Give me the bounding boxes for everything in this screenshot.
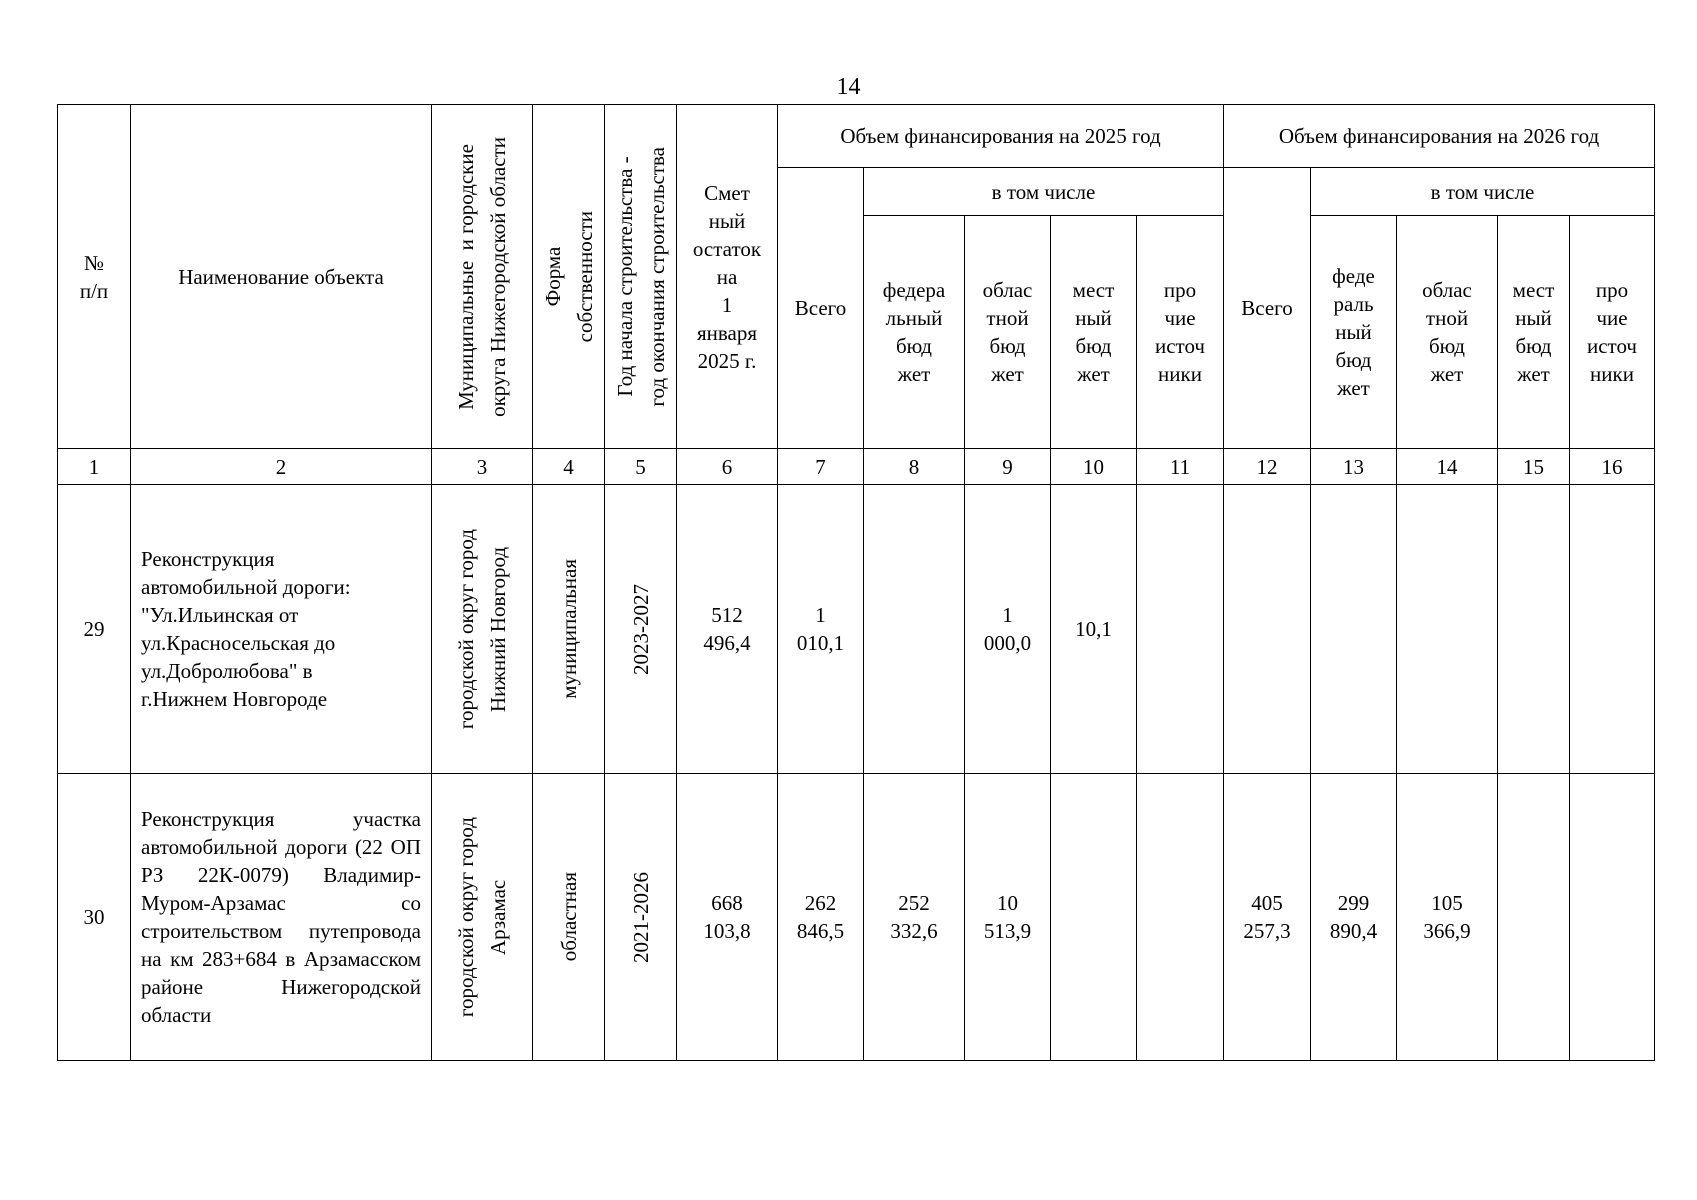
column-number: 6: [677, 449, 778, 485]
header-years: Год начала строительства - год окончания строительства: [605, 105, 677, 449]
column-number-row: [58, 449, 1655, 485]
row-object-name: Реконструкция автомобильной дороги: "Ул.Ильинская от ул.Красносельская до ул.Добролюбова" в г.Нижнем Новгороде: [131, 485, 432, 774]
header-local-2025: мест ный бюд жет: [1051, 216, 1137, 449]
header-total-2026: Всего: [1224, 168, 1311, 449]
column-number: 13: [1311, 449, 1397, 485]
header-total-2025: Всего: [778, 168, 864, 449]
column-number: 16: [1570, 449, 1655, 485]
row-federal-2025: 252 332,6: [864, 774, 965, 1061]
header-other-2025: про чие источ ники: [1137, 216, 1224, 449]
column-number: 5: [605, 449, 677, 485]
row-regional-2025: 1 000,0: [965, 485, 1051, 774]
header-regional-2026: облас тной бюд жет: [1397, 216, 1498, 449]
row-total-2026: [1224, 485, 1311, 774]
row-municipality: городской округ город Арзамас: [432, 774, 533, 1061]
row-years: 2023-2027: [605, 485, 677, 774]
row-municipality: городской округ город Нижний Новгород: [432, 485, 533, 774]
row-total-2025: 262 846,5: [778, 774, 864, 1061]
header-local-2026: мест ный бюд жет: [1498, 216, 1570, 449]
column-number: 3: [432, 449, 533, 485]
header-name: Наименование объекта: [131, 105, 432, 449]
row-regional-2026: [1397, 485, 1498, 774]
column-number: 2: [131, 449, 432, 485]
row-federal-2026: [1311, 485, 1397, 774]
column-number: 12: [1224, 449, 1311, 485]
column-number: 11: [1137, 449, 1224, 485]
row-other-2026: [1570, 774, 1655, 1061]
row-years: 2021-2026: [605, 774, 677, 1061]
column-number: 9: [965, 449, 1051, 485]
column-number: 1: [58, 449, 131, 485]
column-number: 15: [1498, 449, 1570, 485]
page-number: 14: [836, 74, 861, 100]
header-including-2025: в том числе: [864, 168, 1224, 216]
row-ownership: областная: [533, 774, 605, 1061]
row-other-2025: [1137, 774, 1224, 1061]
header-municipality: Муниципальные и городские округа Нижегородской области: [432, 105, 533, 449]
row-federal-2026: 299 890,4: [1311, 774, 1397, 1061]
row-local-2025: 10,1: [1051, 485, 1137, 774]
header-other-2026: про чие источ ники: [1570, 216, 1655, 449]
header-including-2026: в том числе: [1311, 168, 1655, 216]
row-total-2025: 1 010,1: [778, 485, 864, 774]
row-other-2026: [1570, 485, 1655, 774]
column-number: 4: [533, 449, 605, 485]
row-estimate: 512 496,4: [677, 485, 778, 774]
header-num: № п/п: [58, 105, 131, 449]
header-ownership: Форма собственности: [533, 105, 605, 449]
row-regional-2025: 10 513,9: [965, 774, 1051, 1061]
row-total-2026: 405 257,3: [1224, 774, 1311, 1061]
header-regional-2025: облас тной бюд жет: [965, 216, 1051, 449]
header-federal-2025: федера льный бюд жет: [864, 216, 965, 449]
column-number: 14: [1397, 449, 1498, 485]
funding-table: [57, 104, 1655, 1061]
row-object-name: Реконструкция участка автомобильной дороги (22 ОП РЗ 22К-0079) Владимир-Муром-Арзамас со строительством путепровода на км 283+684 в Арзамасском районе Нижегородской области: [131, 774, 432, 1061]
column-number: 7: [778, 449, 864, 485]
row-local-2026: [1498, 774, 1570, 1061]
header-estimate: Смет ный остаток на 1 января 2025 г.: [677, 105, 778, 449]
table-row: [58, 774, 1655, 1061]
row-regional-2026: 105 366,9: [1397, 774, 1498, 1061]
header-funding-2025: Объем финансирования на 2025 год: [778, 105, 1224, 168]
header-funding-2026: Объем финансирования на 2026 год: [1224, 105, 1655, 168]
row-num: 30: [58, 774, 131, 1061]
header-federal-2026: феде раль ный бюд жет: [1311, 216, 1397, 449]
row-estimate: 668 103,8: [677, 774, 778, 1061]
column-number: 10: [1051, 449, 1137, 485]
column-number: 8: [864, 449, 965, 485]
row-local-2026: [1498, 485, 1570, 774]
row-num: 29: [58, 485, 131, 774]
row-other-2025: [1137, 485, 1224, 774]
row-local-2025: [1051, 774, 1137, 1061]
row-federal-2025: [864, 485, 965, 774]
table-row: [58, 485, 1655, 774]
row-ownership: муниципальная: [533, 485, 605, 774]
